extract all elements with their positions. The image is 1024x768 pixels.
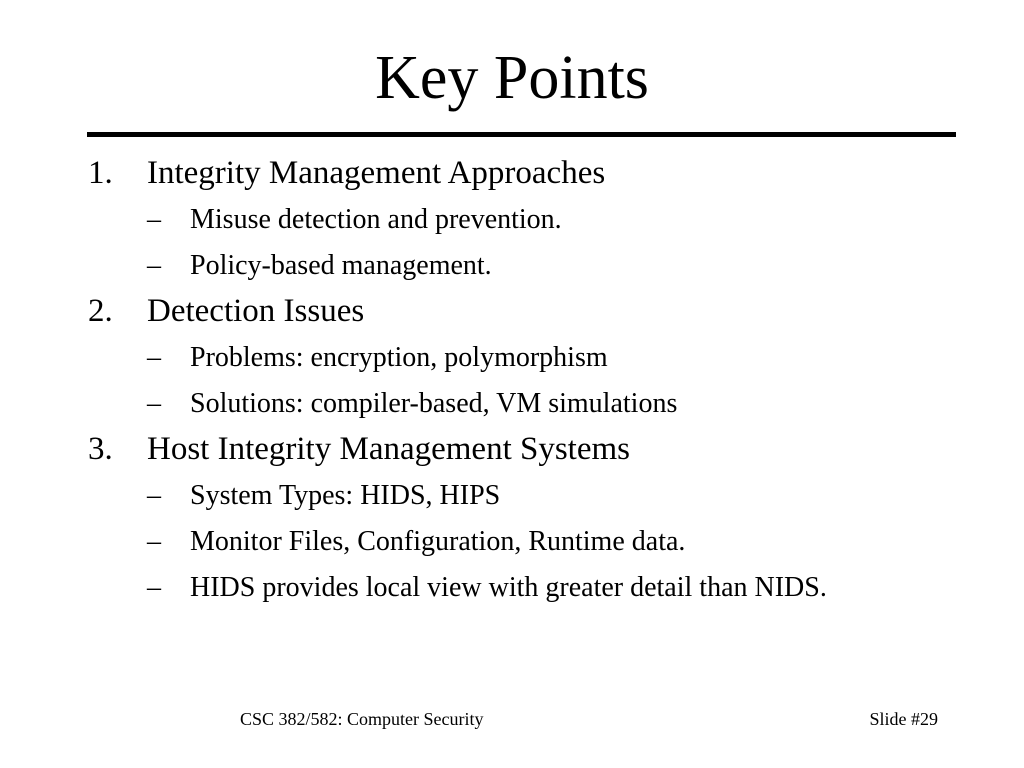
section-1-heading	[0, 150, 1024, 196]
footer-course-title: CSC 382/582: Computer Security	[240, 709, 484, 729]
section-heading-text: Integrity Management Approaches	[147, 155, 606, 191]
bullet-item	[0, 242, 1024, 288]
bullet-dash: –	[147, 525, 161, 557]
bullet-text: System Types: HIDS, HIPS	[190, 479, 501, 511]
slide-content	[0, 150, 1024, 610]
section-number: 2.	[88, 293, 113, 329]
bullet-dash: –	[147, 249, 161, 281]
bullet-dash: –	[147, 571, 161, 603]
title-divider	[87, 132, 956, 137]
slide-title: Key Points	[375, 44, 649, 112]
bullet-item	[0, 380, 1024, 426]
bullet-dash: –	[147, 387, 161, 419]
section-number: 3.	[88, 431, 113, 467]
bullet-item	[0, 196, 1024, 242]
bullet-text: Monitor Files, Configuration, Runtime data.	[190, 525, 686, 557]
bullet-dash: –	[147, 479, 161, 511]
bullet-text: Policy-based management.	[190, 249, 492, 281]
section-3-heading	[0, 426, 1024, 472]
section-number: 1.	[88, 155, 113, 191]
bullet-dash: –	[147, 203, 161, 235]
bullet-text: Solutions: compiler-based, VM simulations	[190, 387, 678, 419]
bullet-item	[0, 472, 1024, 518]
bullet-text: HIDS provides local view with greater detail than NIDS.	[190, 571, 827, 603]
bullet-item	[0, 334, 1024, 380]
bullet-item	[0, 518, 1024, 564]
bullet-text: Problems: encryption, polymorphism	[190, 341, 608, 373]
bullet-item	[0, 564, 1024, 610]
section-2-heading	[0, 288, 1024, 334]
bullet-text: Misuse detection and prevention.	[190, 203, 562, 235]
footer-slide-number: Slide #29	[869, 709, 938, 729]
section-heading-text: Host Integrity Management Systems	[147, 431, 631, 467]
bullet-dash: –	[147, 341, 161, 373]
section-heading-text: Detection Issues	[147, 293, 365, 329]
